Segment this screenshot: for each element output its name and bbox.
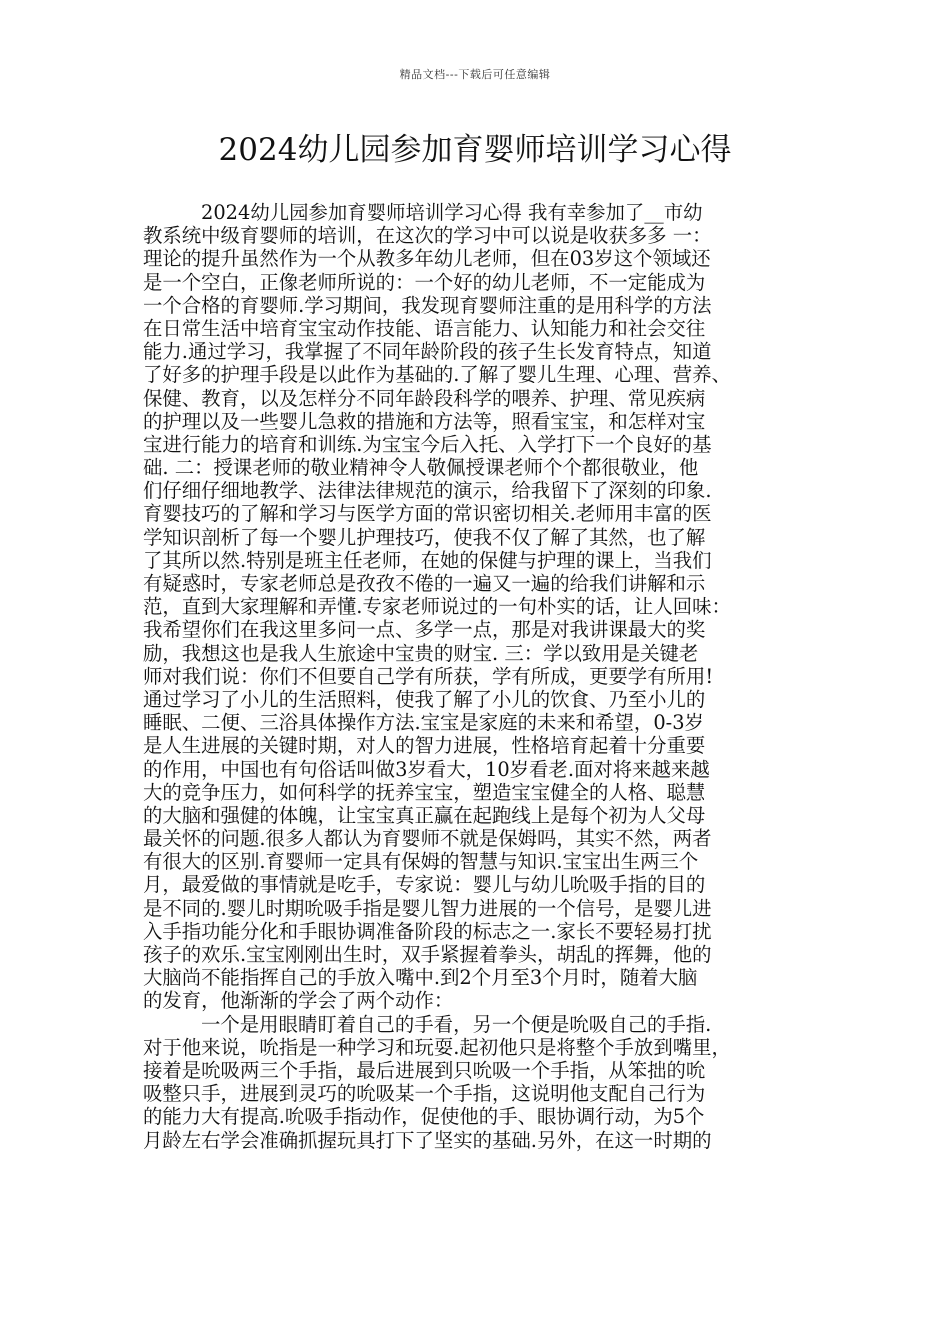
body-line: 睡眠、二便、三浴具体操作方法.宝宝是家庭的未来和希望，0-3岁	[143, 711, 704, 735]
body-line: 们仔细仔细地教学、法律法律规范的演示，给我留下了深刻的印象.	[143, 479, 712, 503]
body-line: 我希望你们在我这里多问一点、多学一点，那是对我讲课最大的奖	[143, 618, 706, 642]
body-line: 础. 二：授课老师的敬业精神令人敬佩授课老师个个都很敬业，他	[143, 456, 699, 480]
body-line: 学知识剖析了每一个婴儿护理技巧，使我不仅了解了其然，也了解	[143, 525, 706, 549]
body-line: 是不同的.婴儿时期吮吸手指是婴儿智力进展的一个信号，是婴儿进	[143, 896, 712, 920]
body-line: 接着是吮吸两三个手指，最后进展到只吮吸一个手指，从笨拙的吮	[143, 1058, 706, 1082]
body-line: 一个合格的育婴师.学习期间，我发现育婴师注重的是用科学的方法	[143, 293, 712, 317]
body-line: 对于他来说，吮指是一种学习和玩耍.起初他只是将整个手放到嘴里，	[143, 1035, 731, 1059]
body-line: 了其所以然.特别是班主任老师，在她的保健与护理的课上，当我们	[143, 548, 712, 572]
body-line: 有很大的区别.育婴师一定具有保姆的智慧与知识.宝宝出生两三个	[143, 850, 699, 874]
document-body	[143, 201, 813, 1152]
body-line: 的发育，他渐渐的学会了两个动作：	[143, 989, 454, 1013]
body-line: 的护理以及一些婴儿急救的措施和方法等，照看宝宝，和怎样对宝	[143, 409, 706, 433]
body-line: 入手指功能分化和手眼协调准备阶段的标志之一.家长不要轻易打扰	[143, 919, 712, 943]
body-line: 有疑惑时，专家老师总是孜孜不倦的一遍又一遍的给我们讲解和示	[143, 572, 706, 595]
body-line: 了好多的护理手段是以此作为基础的.了解了婴儿生理、心理、营养、	[143, 363, 731, 387]
body-line: 的作用，中国也有句俗话叫做3岁看大，10岁看老.面对将来越来越	[143, 757, 710, 781]
body-line: 在日常生活中培育宝宝动作技能、语言能力、认知能力和社会交往	[143, 316, 706, 340]
body-line: 月，最爱做的事情就是吃手，专家说：婴儿与幼儿吮吸手指的目的	[143, 873, 706, 897]
body-line: 的大脑和强健的体魄，让宝宝真正赢在起跑线上是每个初为人父母	[143, 803, 706, 827]
body-line: 2024幼儿园参加育婴师培训学习心得 我有幸参加了__市幼	[201, 201, 703, 224]
body-line: 理论的提升虽然作为一个从教多年幼儿老师，但在03岁这个领域还	[143, 247, 711, 271]
body-line: 保健、教育，以及怎样分不同年龄段科学的喂养、护理、常见疾病	[143, 386, 706, 410]
body-line: 大脑尚不能指挥自己的手放入嘴中.到2个月至3个月时，随着大脑	[143, 966, 698, 990]
body-line: 师对我们说：你们不但要自己学有所获，学有所成，更要学有所用!	[143, 664, 714, 688]
body-line: 教系统中级育婴师的培训，在这次的学习中可以说是收获多多 一：	[143, 224, 712, 248]
body-line: 是人生进展的关键时期，对人的智力进展，性格培育起着十分重要	[143, 734, 706, 758]
body-line: 励，我想这也是我人生旅途中宝贵的财宝. 三：学以致用是关键老	[143, 641, 699, 665]
body-line: 是一个空白，正像老师所说的：一个好的幼儿老师，不一定能成为	[143, 270, 706, 294]
body-line: 月龄左右学会准确抓握玩具打下了坚实的基础.另外，在这一时期的	[143, 1128, 712, 1152]
body-line: 通过学习了小儿的生活照料，使我了解了小儿的饮食、乃至小儿的	[143, 687, 706, 711]
body-line: 宝进行能力的培育和训练.为宝宝今后入托、入学打下一个良好的基	[143, 432, 712, 456]
body-line: 吸整只手，进展到灵巧的吮吸某一个手指，这说明他支配自己行为	[143, 1082, 706, 1106]
body-line: 能力.通过学习，我掌握了不同年龄阶段的孩子生长发育特点，知道	[143, 340, 712, 364]
body-line: 一个是用眼睛盯着自己的手看，另一个便是吮吸自己的手指.	[201, 1012, 712, 1036]
body-line: 的能力大有提高.吮吸手指动作，促使他的手、眼协调行动，为5个	[143, 1105, 705, 1129]
document-title: 2024幼儿园参加育婴师培训学习心得	[218, 132, 732, 168]
body-line: 育婴技巧的了解和学习与医学方面的常识密切相关.老师用丰富的医	[143, 502, 712, 526]
page-header: 精品文档---下载后可任意编辑	[399, 68, 551, 81]
body-line: 孩子的欢乐.宝宝刚刚出生时，双手紧握着拳头，胡乱的挥舞，他的	[143, 943, 712, 966]
body-line: 大的竞争压力，如何科学的抚养宝宝，塑造宝宝健全的人格、聪慧	[143, 780, 706, 804]
body-line: 范，直到大家理解和弄懂.专家老师说过的一句朴实的话，让人回味：	[143, 595, 731, 619]
body-line: 最关怀的问题.很多人都认为育婴师不就是保姆吗，其实不然，两者	[143, 827, 712, 851]
